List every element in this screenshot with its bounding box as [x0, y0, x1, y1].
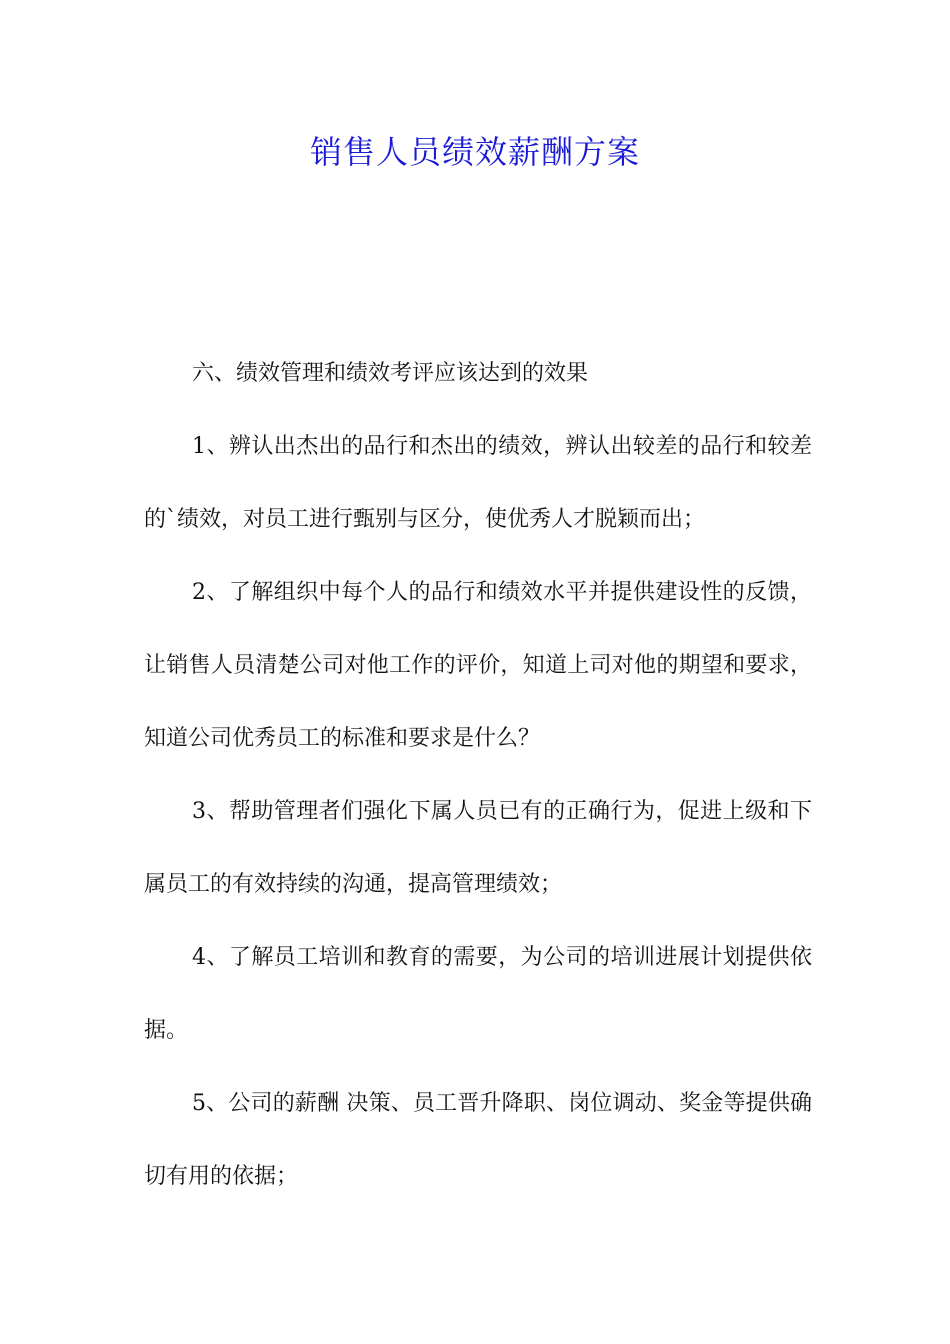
- paragraph-item-5: 5、公司的薪酬 决策、员工晋升降职、岗位调动、奖金等提供确切有用的依据；: [144, 1091, 812, 1189]
- document-body: [144, 337, 812, 1213]
- paragraph-item-2: 2、了解组织中每个人的品行和绩效水平并提供建设性的反馈，让销售人员清楚公司对他工作的评价，知道上司对他的期望和要求，知道公司优秀员工的标准和要求是什么？: [144, 580, 812, 751]
- section-heading: 六、绩效管理和绩效考评应该达到的效果: [192, 361, 589, 386]
- document-title: 销售人员绩效薪酬方案: [309, 133, 640, 171]
- paragraph-item-1: 1、辨认出杰出的品行和杰出的绩效，辨认出较差的品行和较差的`绩效，对员工进行甄别与区分，使优秀人才脱颖而出；: [144, 434, 812, 532]
- paragraph-item-3: 3、帮助管理者们强化下属人员已有的正确行为，促进上级和下属员工的有效持续的沟通，提高管理绩效；: [144, 799, 812, 897]
- paragraph-item-4: 4、了解员工培训和教育的需要，为公司的培训进展计划提供依据。: [144, 945, 812, 1043]
